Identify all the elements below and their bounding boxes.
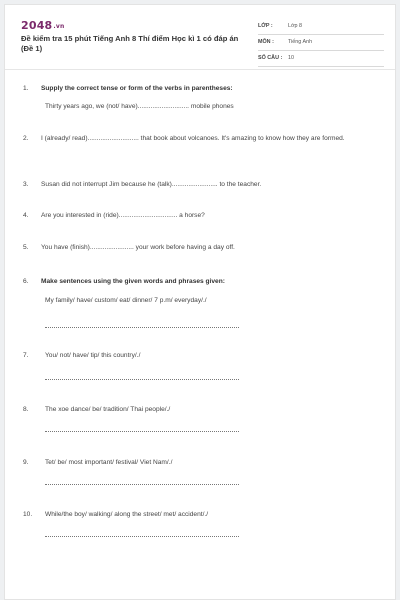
- question-text: I (already/ read)............................ that book about volcanoes. It's amazing to know how they are formed.: [41, 135, 345, 142]
- question-text: You/ not/ have/ tip/ this country/./: [45, 352, 141, 359]
- question-number: 10.: [23, 511, 33, 518]
- meta-label: SỐ CÂU :: [258, 55, 283, 61]
- answer-line[interactable]: [45, 379, 239, 380]
- question-number: 7.: [23, 352, 29, 359]
- document-page: [4, 4, 396, 600]
- meta-value: 10: [288, 55, 294, 61]
- question-number: 2.: [23, 135, 29, 142]
- question-number: 9.: [23, 459, 29, 466]
- answer-line[interactable]: [45, 327, 239, 328]
- answer-line[interactable]: [45, 536, 239, 537]
- question-number: 4.: [23, 212, 29, 219]
- question-text: The xoe dance/ be/ tradition/ Thai people/./: [45, 406, 171, 413]
- question-number: 6.: [23, 278, 29, 285]
- question-text: Thirty years ago, we (not/ have)............................ mobile phones: [45, 103, 234, 110]
- site-logo[interactable]: [21, 19, 64, 32]
- meta-row-count: [258, 51, 384, 67]
- question-text: Susan did not interrupt Jim because he (talk)......................... to the teacher.: [41, 181, 262, 188]
- question-number: 1.: [23, 85, 29, 92]
- section-instruction: Make sentences using the given words and phrases given:: [41, 278, 225, 285]
- header-divider: [5, 69, 395, 70]
- logo-tld: .vn: [53, 23, 65, 30]
- question-number: 8.: [23, 406, 29, 413]
- meta-row-class: [258, 19, 384, 35]
- meta-row-subject: [258, 35, 384, 51]
- section-instruction: Supply the correct tense or form of the verbs in parentheses:: [41, 85, 233, 92]
- meta-value: Lớp 8: [288, 23, 303, 29]
- logo-main: 2048: [21, 19, 53, 32]
- question-number: 3.: [23, 181, 29, 188]
- meta-label: MÔN :: [258, 39, 274, 45]
- meta-table: [258, 19, 384, 67]
- question-text: My family/ have/ custom/ eat/ dinner/ 7 p.m/ everyday/./: [45, 297, 207, 304]
- meta-value: Tiếng Anh: [288, 39, 313, 45]
- question-text: Tet/ be/ most important/ festival/ Viet Nam/./: [45, 459, 173, 466]
- page-title: Đề kiểm tra 15 phút Tiếng Anh 8 Thí điểm Học kì 1 có đáp án (Đề 1): [21, 34, 239, 53]
- question-text: You have (finish)........................ your work before having a day off.: [41, 244, 235, 251]
- question-text: While/the boy/ walking/ along the street/ met/ accident/./: [45, 511, 209, 518]
- question-number: 5.: [23, 244, 29, 251]
- question-text: Are you interested in (ride)................................ a horse?: [41, 212, 205, 219]
- answer-line[interactable]: [45, 431, 239, 432]
- meta-label: LỚP :: [258, 23, 273, 29]
- answer-line[interactable]: [45, 484, 239, 485]
